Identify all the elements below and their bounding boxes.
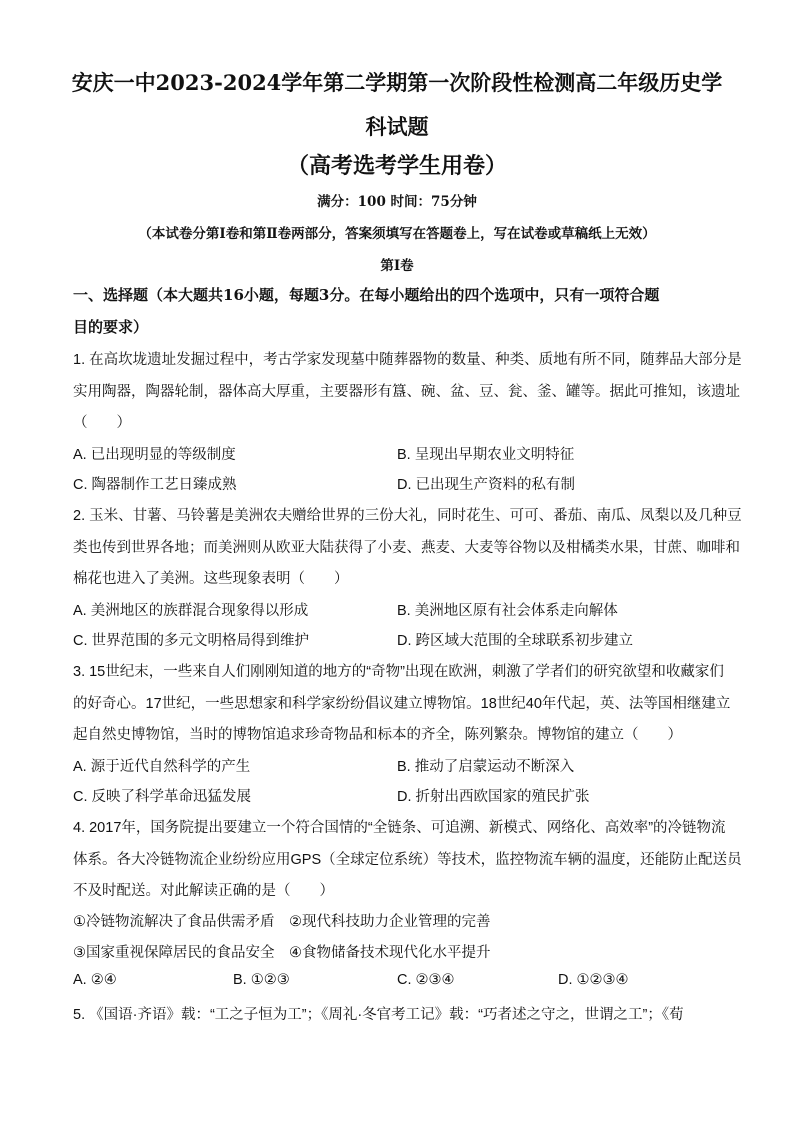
q2-stem-line2: 类也传到世界各地；而美洲则从欧亚大陆获得了小麦、燕麦、大麦等谷物以及柑橘类水果，甘蔗、咖啡和	[73, 540, 740, 556]
q4-stem-line3: 不及时配送。对此解读正确的是（ ）	[73, 883, 334, 899]
q3-stem-line3: 起自然史博物馆，当时的博物馆追求珍奇物品和标本的齐全，陈列繁杂。博物馆的建立（ ）	[73, 727, 682, 743]
q3-option-c: C. 反映了科学革命迅猛发展	[73, 789, 252, 805]
q4-stem-line1: 4. 2017年，国务院提出要建立一个符合国情的“全链条、可追溯、新模式、网络化、高效率”的冷链物流	[73, 820, 726, 836]
q1-stem-line3: （ ）	[73, 415, 131, 431]
q2-option-d: D. 跨区域大范围的全球联系初步建立	[397, 633, 634, 649]
score-time: 满分：100 时间：75分钟	[317, 194, 477, 210]
section-heading-line1: 一、选择题（本大题共16小题，每题3分。在每小题给出的四个选项中，只有一项符合题	[73, 286, 660, 304]
q5-stem-line1: 5. 《国语·齐语》载：“工之子恒为工”；《周礼·冬官考工记》载：“巧者述之守之，世谓之工”；《荀	[73, 1007, 684, 1023]
q2-stem-line1: 2. 玉米、甘薯、马铃薯是美洲农夫赠给世界的三份大礼，同时花生、可可、番茄、南瓜、凤梨以及几种豆	[73, 508, 742, 524]
q4-option-a: A. ②④	[73, 972, 117, 988]
q2-option-c: C. 世界范围的多元文明格局得到维护	[73, 633, 310, 649]
q4-option-c: C. ②③④	[397, 972, 455, 988]
q4-statement-line1: ①冷链物流解决了食品供需矛盾 ②现代科技助力企业管理的完善	[73, 914, 491, 930]
q1-option-d: D. 已出现生产资料的私有制	[397, 477, 576, 493]
q4-statement-line2: ③国家重视保障居民的食品安全 ④食物储备技术现代化水平提升	[73, 945, 491, 961]
exam-note: （本试卷分第Ⅰ卷和第Ⅱ卷两部分，答案须填写在答题卷上，写在试卷或草稿纸上无效）	[138, 226, 656, 242]
q2-option-a: A. 美洲地区的族群混合现象得以形成	[73, 603, 309, 619]
exam-title-line2: 科试题	[365, 114, 429, 139]
exam-subtitle: （高考选考学生用卷）	[286, 153, 507, 179]
q1-option-b: B. 呈现出早期农业文明特征	[397, 447, 575, 463]
q3-option-a: A. 源于近代自然科学的产生	[73, 759, 251, 775]
q4-stem-line2: 体系。各大冷链物流企业纷纷应用GPS（全球定位系统）等技术，监控物流车辆的温度，还能防止配送员	[73, 852, 742, 868]
exam-title-line1: 安庆一中2023-2024学年第二学期第一次阶段性检测高二年级历史学	[71, 70, 723, 95]
q2-option-b: B. 美洲地区原有社会体系走向解体	[397, 603, 618, 619]
q3-stem-line2: 的好奇心。17世纪，一些思想家和科学家纷纷倡议建立博物馆。18世纪40年代起，英、法等国相继建立	[73, 696, 731, 712]
q3-option-d: D. 折射出西欧国家的殖民扩张	[397, 789, 590, 805]
q4-option-d: D. ①②③④	[558, 972, 629, 988]
q1-option-a: A. 已出现明显的等级制度	[73, 447, 236, 463]
section-heading-line2: 目的要求）	[73, 318, 149, 336]
q2-stem-line3: 棉花也进入了美洲。这些现象表明（ ）	[73, 571, 349, 587]
q1-stem-line2: 实用陶器，陶器轮制，器体高大厚重，主要器形有簋、碗、盆、豆、瓮、釜、罐等。据此可推知，该遗址	[73, 384, 740, 400]
q3-stem-line1: 3. 15世纪末，一些来自人们刚刚知道的地方的“奇物”出现在欧洲，刺激了学者们的研究欲望和收藏家们	[73, 664, 724, 680]
q4-option-b: B. ①②③	[233, 972, 290, 988]
volume-heading: 第Ⅰ卷	[380, 258, 414, 274]
q1-stem-line1: 1. 在高坎垅遗址发掘过程中，考古学家发现墓中随葬器物的数量、种类、质地有所不同，随葬品大部分是	[73, 352, 742, 368]
q1-option-c: C. 陶器制作工艺日臻成熟	[73, 477, 237, 493]
q3-option-b: B. 推动了启蒙运动不断深入	[397, 759, 575, 775]
